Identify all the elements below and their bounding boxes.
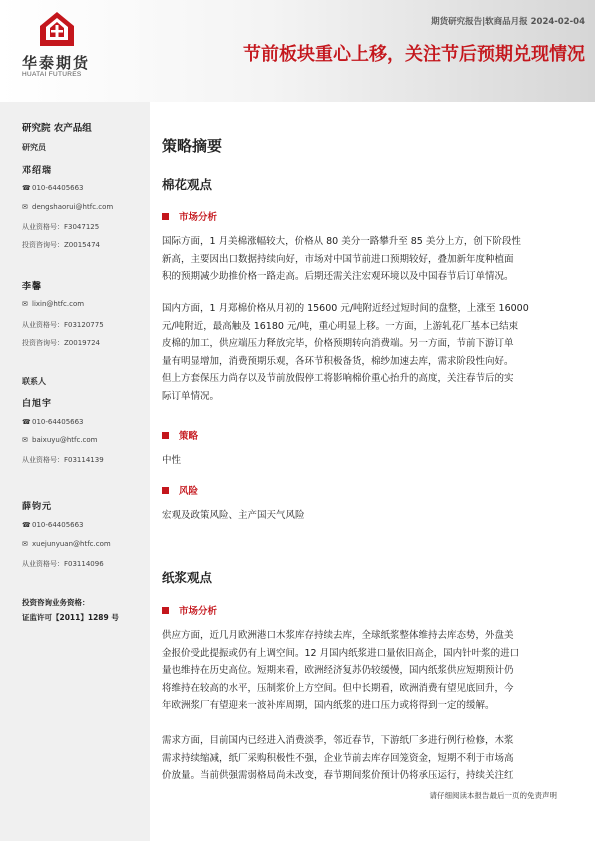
- contact-email[interactable]: ✉ xuejunyuan@htfc.com: [22, 540, 111, 548]
- role-label: 研究员: [22, 143, 46, 152]
- cotton-section-title: 棉花观点: [162, 177, 213, 192]
- cotton-strategy-value: 中性: [162, 455, 182, 466]
- contact-name: 薛钧元: [22, 502, 53, 512]
- contact-phone: ☎010-64405663: [22, 521, 84, 529]
- summary-title: 策略摘要: [162, 137, 223, 155]
- email-icon: ✉: [22, 540, 28, 548]
- pulp-market-paragraph-1: 供应方面，近几月欧洲港口木浆库存持续去库，全球纸浆整体维持去库态势，外盘美 金报价受此提振或仍有上调空间。12 月国内纸浆进口量依旧高企，国内针叶浆的进口 量也维持在历史高位。短期来看，欧洲经济复苏仍较缓慢，国内纸浆供应短期预计仍 将维持在较高的水平，压制浆价上方空间。但中长期看，欧洲消费有望见底回升，今 年欧洲浆厂有望迎来一波补库周期，国内纸浆的进口压力或将得到一定的缓解。: [162, 630, 520, 711]
- contact-qualification: 从业资格号：F03114139: [22, 456, 104, 464]
- cotton-risk-heading: 风险: [162, 483, 198, 497]
- phone-icon: ☎: [22, 418, 31, 426]
- email-icon: ✉: [22, 436, 28, 444]
- analyst-email[interactable]: ✉ dengshaorui@htfc.com: [22, 203, 114, 211]
- contact-title: 联系人: [22, 377, 46, 386]
- pulp-market-paragraph-2: 需求方面，目前国内已经进入消费淡季，邻近春节，下游纸厂多进行例行检修，木浆 需求持续缩减，纸厂采购积极性不强，企业节前去库存回笼资金，短期不利于市场高 价放量。当前供强需弱格局尚未改变，春节期间浆价预计仍将承压运行，持续关注红: [162, 735, 514, 781]
- contact-email[interactable]: ✉ baixuyu@htfc.com: [22, 436, 98, 444]
- cotton-market-heading: 市场分析: [162, 209, 217, 223]
- logo-subtitle: HUATAI FUTURES: [22, 71, 82, 78]
- email-icon: ✉: [22, 300, 28, 308]
- red-square-bullet-icon: [162, 487, 169, 494]
- report-type-date: 期货研究报告|软商品月报 2024-02-04: [431, 17, 585, 27]
- cotton-market-paragraph-2: 国内方面，1 月郑棉价格从月初的 15600 元/吨附近经过短时间的盘整，上涨至 16000 元/吨附近，最高触及 16180 元/吨，重心明显上移。一方面，上游轧花厂基本已结束 皮棉的加工，供应端压力释放完毕，价格预期转向消费端。另一方面，节前下游订单 量有明显增加，消费预期乐观，各环节积极备货，棉纱加速去库，需求阶段性向好。 但上方套保压力尚存以及节前放假停工将影响棉价重心抬升的高度，关注春节后的实 际订单情况。: [162, 303, 529, 402]
- certification-line-2: 证监许可【2011】1289 号: [22, 613, 119, 622]
- author-sidebar: [0, 102, 150, 841]
- contact-qualification: 从业资格号：F03114096: [22, 560, 104, 568]
- phone-icon: ☎: [22, 521, 31, 529]
- report-header: [0, 0, 595, 102]
- analyst-name: 李馨: [22, 282, 43, 292]
- contact-phone: ☎010-64405663: [22, 418, 84, 426]
- huatai-logo-icon: [40, 12, 74, 46]
- pulp-section-title: 纸浆观点: [162, 570, 213, 585]
- red-square-bullet-icon: [162, 607, 169, 614]
- analyst-qualification: 从业资格号：F03120775: [22, 321, 104, 329]
- certification-line-1: 投资咨询业务资格：: [22, 598, 90, 607]
- main-content: [150, 102, 595, 841]
- department-label: 研究院 农产品组: [22, 123, 92, 134]
- report-title: 节前板块重心上移，关注节后预期兑现情况: [243, 44, 585, 65]
- analyst-phone: ☎010-64405663: [22, 184, 84, 192]
- company-logo: [22, 12, 102, 82]
- analyst-invest-number: 投资咨询号：Z0019724: [22, 339, 100, 347]
- email-icon: ✉: [22, 203, 28, 211]
- analyst-name: 邓绍瑞: [22, 166, 53, 176]
- pulp-market-heading: 市场分析: [162, 603, 217, 617]
- analyst-email[interactable]: ✉ lixin@htfc.com: [22, 300, 85, 308]
- cotton-risk-value: 宏观及政策风险、主产国天气风险: [162, 510, 305, 521]
- red-square-bullet-icon: [162, 213, 169, 220]
- logo-name: 华泰期货: [22, 54, 91, 72]
- cotton-market-paragraph-1: 国际方面，1 月美棉涨幅较大，价格从 80 美分一路攀升至 85 美分上方，创下阶段性 新高，主要因出口数据持续向好，市场对中国节前进口预期较好，叠加新年度种植面 积的预期减少助推价格一路走高。后期还需关注宏观环境以及中国春节后订单情况。: [162, 236, 521, 282]
- analyst-invest-number: 投资咨询号：Z0015474: [22, 241, 100, 249]
- red-square-bullet-icon: [162, 432, 169, 439]
- contact-name: 白旭宇: [22, 399, 53, 409]
- cotton-strategy-heading: 策略: [162, 428, 198, 442]
- phone-icon: ☎: [22, 184, 31, 192]
- disclaimer-note: 请仔细阅读本报告最后一页的免责声明: [429, 791, 557, 800]
- analyst-qualification: 从业资格号：F3047125: [22, 223, 100, 231]
